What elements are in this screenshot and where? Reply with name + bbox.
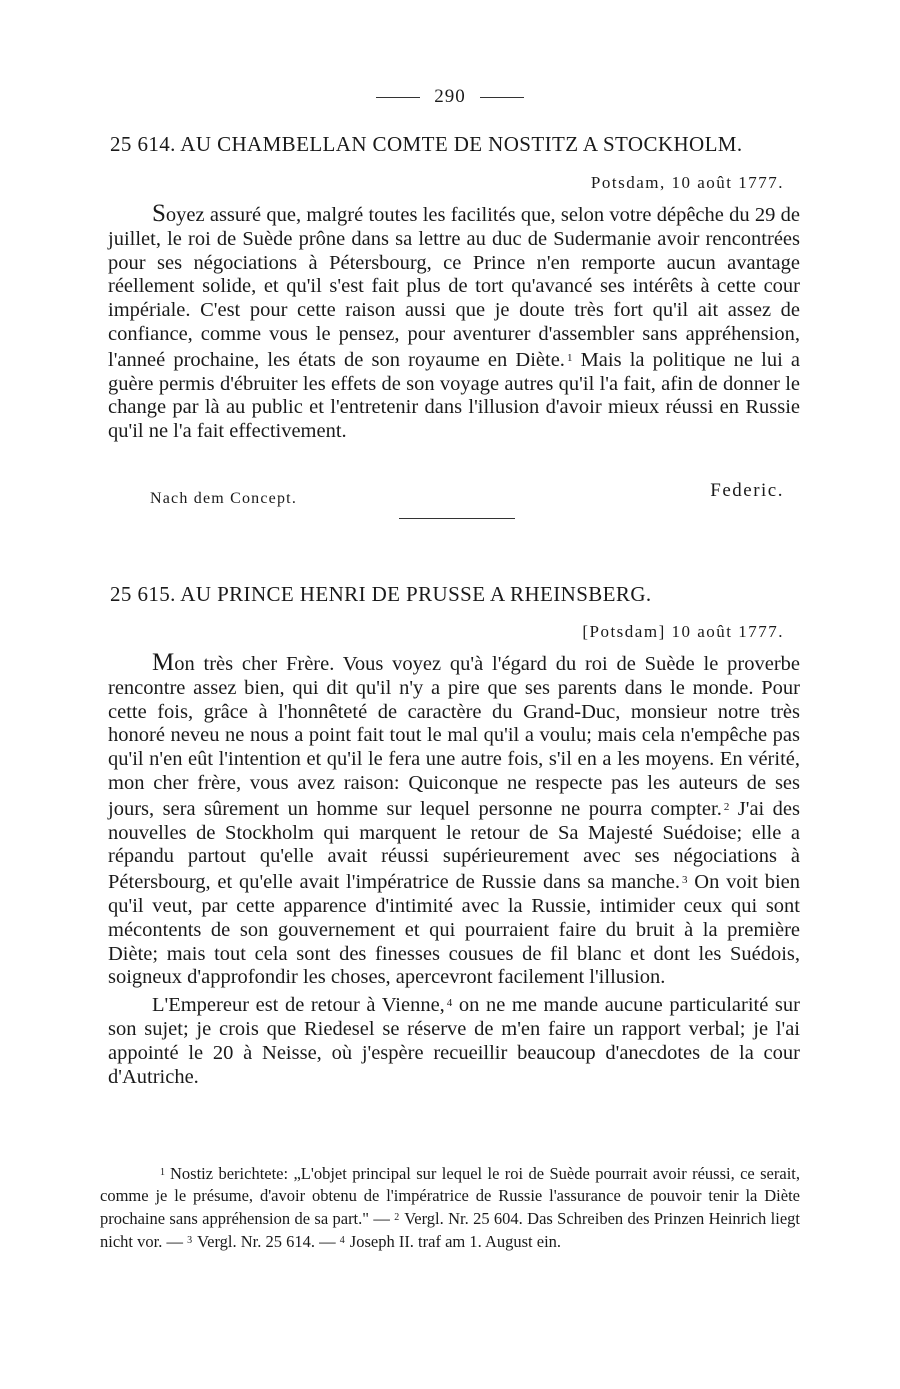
footnote-number-1: 1 [160, 1167, 165, 1178]
letter-2-heading: 25 615. AU PRINCE HENRI DE PRUSSE A RHEINSBERG. [110, 582, 652, 606]
footnote-number-3: 3 [187, 1235, 193, 1246]
letter-2-text-e: on ne me mande aucune particularité sur son sujet; je crois que Riedesel se réserve de m'en faire un rapport verbal; je l'ai appointé le 20 à Neisse, où j'espère recueillir beaucoup d'anecdotes de la cour d'Autriche. [108, 994, 800, 1088]
letter-2-text-d: L'Empereur est de retour à Vienne, [152, 994, 445, 1017]
letter-2-initial: M [152, 649, 175, 676]
page-number-right-rule [480, 97, 524, 98]
letter-1-body [108, 202, 800, 444]
section-separator [399, 518, 515, 519]
letter-2-place-date: [Potsdam] 10 août 1777. [582, 622, 784, 641]
letter-1-place-date: Potsdam, 10 août 1777. [590, 173, 784, 192]
letter-1-initial: S [152, 200, 166, 227]
letter-1-paragraph [108, 202, 800, 444]
signature: Federic. [710, 480, 784, 501]
letter-2-body [108, 651, 800, 1089]
letter-2-text-a: on très cher Frère. Vous voyez qu'à l'égard du roi de Suède le proverbe rencontre assez bien, qui dit qu'il n'y a pire que ses parents dans le monde. Pour cette fois, grâce à l'honnêteté de caractère du Grand-Duc, monsieur notre très honoré neveu ne nous a point fait tout le mal qu'il a voulu; mais cela n'empêche pas qu'il n'en eût l'intention et qu'il le fera une autre fois, s'il en a les moyens. En vérité, mon cher frère, vous avez raison: Quiconque ne respecte pas les auteurs de ses jours, sera sûrement un homme sur lequel personne ne pourra compter. [108, 653, 800, 820]
footnote-text-1: Nostiz berichtete: „L'objet principal sur lequel le roi de Suède pourrait avoir réussi, ce serait, comme je le présume, d'avoir obtenu de l'impératrice de Russie l'assurance de pouvoir tenir la Diète prochaine sans appréhension de sa part." — [100, 1164, 800, 1228]
footnote-block [100, 1162, 800, 1253]
footnote-ref-1[interactable]: 1 [566, 351, 573, 364]
letter-2-paragraph-2 [108, 992, 800, 1089]
letter-1-heading: 25 614. AU CHAMBELLAN COMTE DE NOSTITZ A STOCKHOLM. [110, 132, 743, 156]
footnotes [100, 1162, 800, 1253]
letter-1-text-a: oyez assuré que, malgré toutes les facilités que, selon votre dépêche du 29 de juillet, le roi de Suède prône dans sa lettre au duc de Sudermanie avoir rencontrées pour ses négociations à Pétersbourg, ce Prince n'en remporte aucun avantage réellement solide, et qu'il s'est fait plus de tort qu'avancé ses intérêts à cette cour impériale. C'est pour cette raison aussi que je doute très fort qu'il ait assez de confiance, comme vous le pensez, pour aventurer d'assembler sans appréhension, l'anneé prochaine, les états de son royaume en Diète. [108, 204, 800, 371]
footnote-text-2: Vergl. Nr. 25 604. Das Schreiben des Prinzen Heinrich liegt nicht vor. — [100, 1209, 800, 1251]
footnote-number-2: 2 [394, 1212, 400, 1223]
footnote-ref-3[interactable]: 3 [682, 874, 688, 887]
footnote-text-4: Joseph II. traf am 1. August ein. [349, 1232, 562, 1251]
footnote-number-4: 4 [339, 1235, 345, 1246]
source-note: Nach dem Concept. [150, 490, 298, 507]
page-number-left-rule [376, 97, 420, 98]
letter-2-text-c: On voit bien qu'il veut, par cette apparence d'intimité avec la Russie, intimider ceux qui sont mécontents de son gouvernement et qui pourraient faire du bruit à la première Diète; mais tout cela sont des finesses cousues de fil blanc et dont les Suédois, soigneux d'approfondir les choses, apercevront facilement l'illusion. [108, 871, 800, 989]
page-number-text: 290 [434, 86, 466, 107]
page-number [0, 86, 900, 108]
letter-1-text-b: Mais la politique ne lui a guère permis d'ébruiter les effets de son voyage autres qu'il l'a fait, afin de donner le change par là au public et l'entretenir dans l'illusion d'avoir mieux réussi en Russie qu'il ne l'a fait effectivement. [108, 348, 800, 443]
footnote-ref-4[interactable]: 4 [446, 997, 453, 1010]
letter-2-paragraph-1 [108, 651, 800, 990]
letter-2-text-b: J'ai des nouvelles de Stockholm qui marquent le retour de Sa Majesté Suédoise; elle a répandu partout qu'elle avait réussi supérieurement avec ses négociations à Pétersbourg, et qu'elle avait l'impératrice de Russie dans sa manche. [108, 797, 801, 894]
footnote-ref-2[interactable]: 2 [723, 800, 730, 813]
footnote-text-3: Vergl. Nr. 25 614. — [197, 1232, 340, 1251]
